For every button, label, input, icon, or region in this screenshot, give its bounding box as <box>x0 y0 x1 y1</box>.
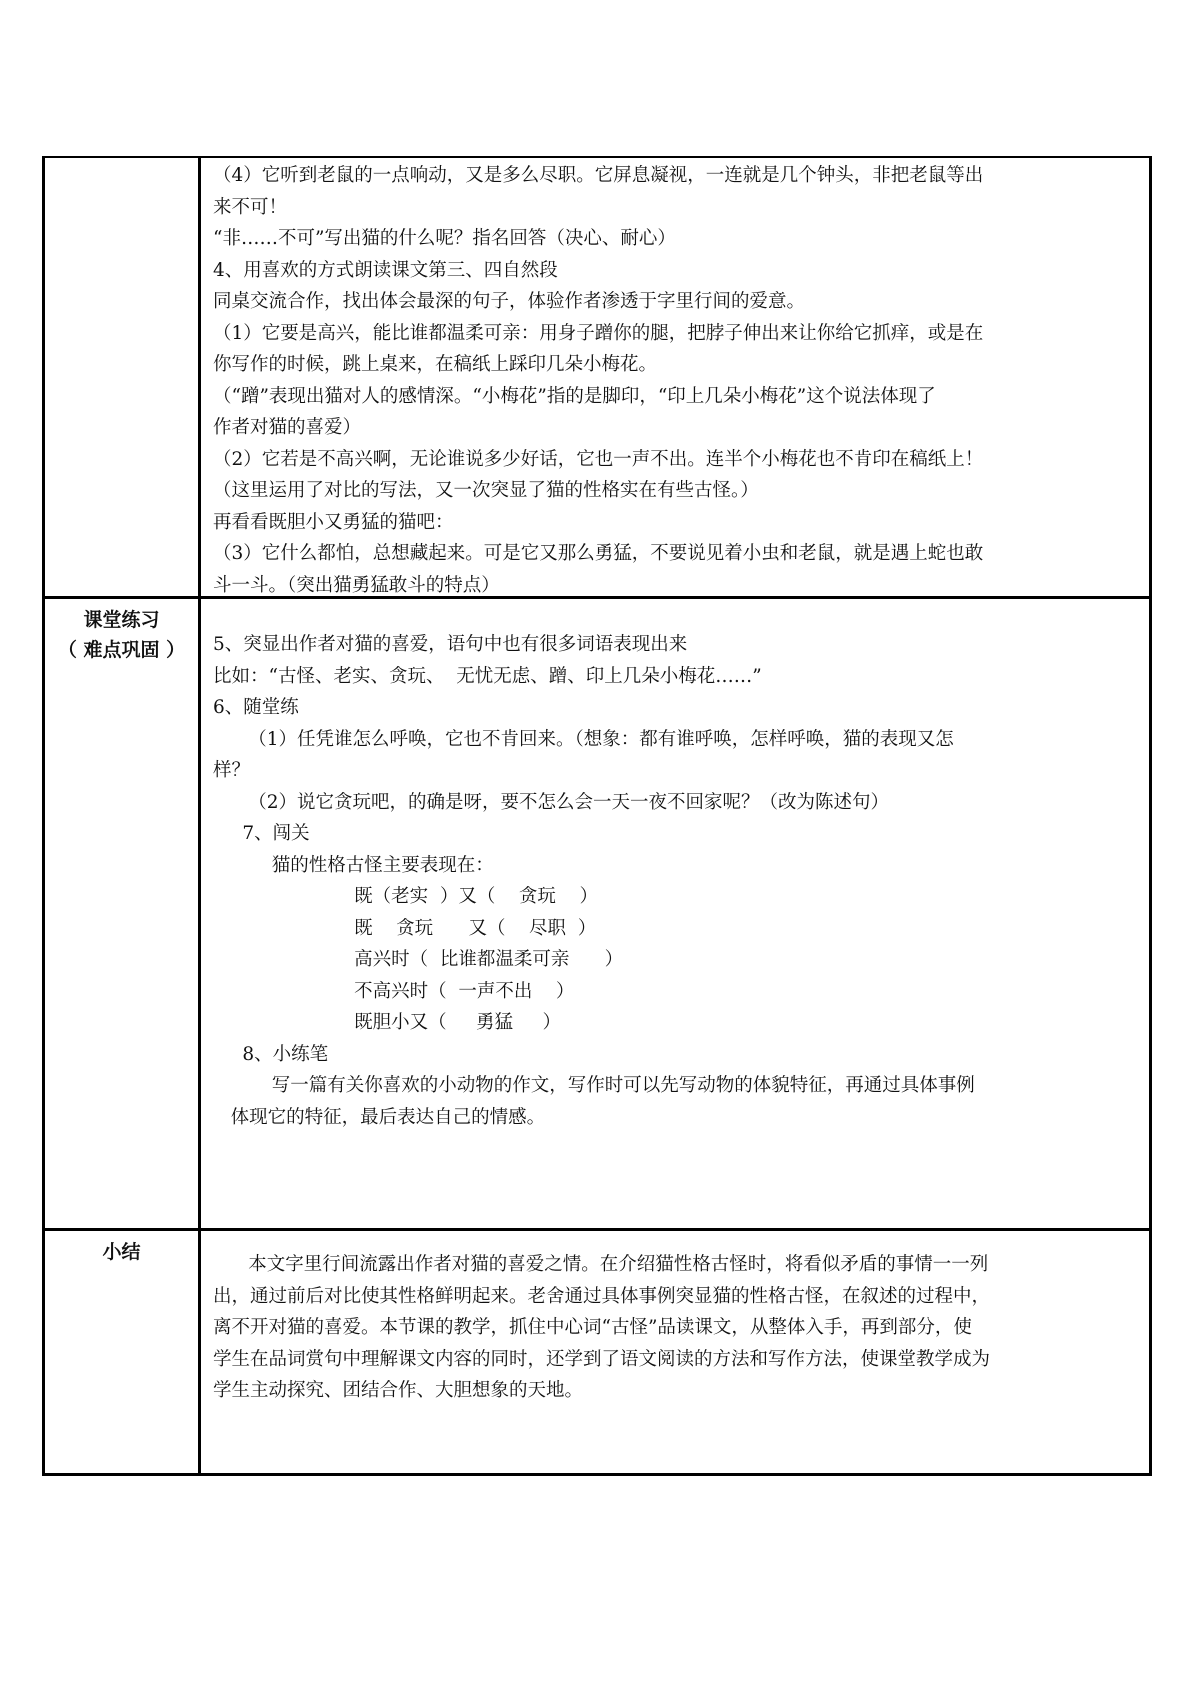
text-line: 体现它的特征，最后表达自己的情感。 <box>213 1106 546 1128</box>
text-line: （1）任凭谁怎么呼唤，它也不肯回来。（想象：都有谁呼唤，怎样呼唤，猫的表现又怎 <box>213 728 954 750</box>
lesson-table <box>42 156 1152 1476</box>
text-line: 比如：“古怪、老实、贪玩、 无忧无虑、蹭、印上几朵小梅花……” <box>213 665 762 687</box>
text-line: 来不可！ <box>213 196 288 218</box>
row-content <box>201 1231 1149 1473</box>
text-line: 7、闯关 <box>213 823 310 844</box>
row-content <box>201 158 1149 596</box>
text-line: 你写作的时候，跳上桌来，在稿纸上踩印几朵小梅花。 <box>213 354 658 375</box>
text-line: “非……不可”写出猫的什么呢？指名回答（决心、耐心） <box>213 228 676 249</box>
text-line: 作者对猫的喜爱） <box>213 417 362 438</box>
text-line: 不高兴时（ 一声不出 ） <box>213 980 575 1002</box>
row-label <box>45 158 201 596</box>
text-line: （2）说它贪玩吧，的确是呀，要不怎么会一天一夜不回家呢？（改为陈述句） <box>213 791 890 813</box>
row-label-summary: 小结 <box>45 1231 201 1473</box>
text-line: 学生在品词赏句中理解课文内容的同时，还学到了语文阅读的方法和写作方法，使课堂教学成为 <box>213 1348 991 1370</box>
text-line: 样？ <box>213 760 251 781</box>
row-label-practice <box>45 599 201 1228</box>
text-line: 6、随堂练 <box>213 697 299 718</box>
text-line: 5、突显出作者对猫的喜爱，语句中也有很多词语表现出来 <box>213 634 688 655</box>
text-line: 再看看既胆小又勇猛的猫吧： <box>213 511 454 533</box>
text-line: 学生主动探究、团结合作、大胆想象的天地。 <box>213 1380 584 1401</box>
text-line: 猫的性格古怪主要表现在： <box>213 854 494 876</box>
text-line: （3）它什么都怕，总想藏起来。可是它又那么勇猛，不要说见着小虫和老鼠，就是遇上蛇也敢 <box>213 543 984 564</box>
text-line: 本文字里行间流露出作者对猫的喜爱之情。在介绍猫性格古怪时，将看似矛盾的事情一一列 <box>213 1254 989 1275</box>
row-content <box>201 599 1149 1228</box>
table-row <box>45 156 1149 596</box>
text-line: 既（老实 ）又（ 贪玩 ） <box>213 886 598 907</box>
table-row <box>45 1228 1149 1473</box>
row-label-line: 课堂练习 <box>83 609 160 631</box>
text-line: 同桌交流合作，找出体会最深的句子，体验作者渗透于字里行间的爱意。 <box>213 291 806 312</box>
text-line: （1）它要是高兴，能比谁都温柔可亲：用身子蹭你的腿，把脖子伸出来让你给它抓痒，或是在 <box>213 322 984 344</box>
text-line: （“蹭”表现出猫对人的感情深。“小梅花”指的是脚印，“印上几朵小梅花”这个说法体现了 <box>213 385 936 407</box>
text-line: （2）它若是不高兴啊，无论谁说多少好话，它也一声不出。连半个小梅花也不肯印在稿纸上！ <box>213 448 984 470</box>
text-line: 高兴时（ 比谁都温柔可亲 ） <box>213 949 624 970</box>
row-label-line: （ 难点巩固 ） <box>57 639 186 661</box>
text-line: （这里运用了对比的写法，又一次突显了猫的性格实在有些古怪。） <box>213 480 759 501</box>
text-line: 离不开对猫的喜爱。本节课的教学，抓住中心词“古怪”品读课文，从整体入手，再到部分，使 <box>213 1317 972 1338</box>
text-line: 写一篇有关你喜欢的小动物的作文，写作时可以先写动物的体貌特征，再通过具体事例 <box>213 1075 975 1096</box>
text-line: 出，通过前后对比使其性格鲜明起来。老舍通过具体事例突显猫的性格古怪，在叙述的过程中， <box>213 1285 991 1307</box>
text-line: 既胆小又（ 勇猛 ） <box>213 1012 561 1033</box>
text-line: （4）它听到老鼠的一点响动，又是多么尽职。它屏息凝视，一连就是几个钟头，非把老鼠等出 <box>213 165 984 186</box>
text-line: 8、小练笔 <box>213 1043 329 1065</box>
text-line: 既 贪玩 又（ 尽职 ） <box>213 917 597 939</box>
text-line: 斗一斗。（突出猫勇猛敢斗的特点） <box>213 574 500 596</box>
table-row <box>45 596 1149 1228</box>
text-line: 4、用喜欢的方式朗读课文第三、四自然段 <box>213 259 558 281</box>
